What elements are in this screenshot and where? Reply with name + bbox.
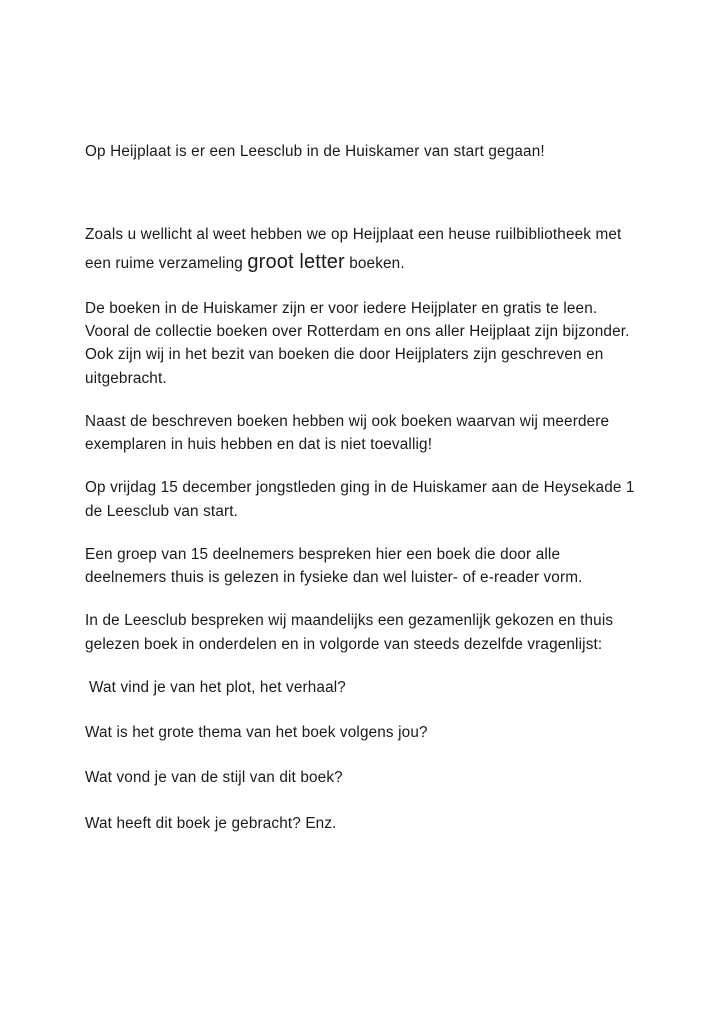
intro-emphasis-groot-letter: groot letter bbox=[247, 250, 345, 273]
paragraph-method: In de Leesclub bespreken wij maandelijks een gezamenlijk gekozen en thuis gelezen boek in onderdelen en in volgorde van steeds dezelfde vragenlijst: bbox=[85, 612, 614, 653]
paragraph-startdate: Op vrijdag 15 december jongstleden ging in de Huiskamer aan de Heysekade 1 de Leesclub van start. bbox=[85, 479, 635, 520]
paragraph-collection: De boeken in de Huiskamer zijn er voor iedere Heijplater en gratis te leen. Vooral de collectie boeken over Rotterdam en ons aller Heijplaat zijn bijzonder. Ook zijn wij in het bezit van boeken die door Heijplaters zijn geschreven en uitgebracht. bbox=[85, 299, 630, 387]
paragraph-intro bbox=[85, 223, 640, 277]
intro-text-part-two: boeken. bbox=[344, 254, 405, 272]
question-plot: Wat vind je van het plot, het verhaal? bbox=[89, 678, 346, 696]
paragraph-headline: Op Heijplaat is er een Leesclub in de Huiskamer van start gegaan! bbox=[85, 143, 545, 160]
question-takeaway: Wat heeft dit boek je gebracht? Enz. bbox=[85, 814, 337, 832]
paragraph-duplicates: Naast de beschreven boeken hebben wij ook boeken waarvan wij meerdere exemplaren in huis hebben en dat is niet toevallig! bbox=[85, 412, 610, 454]
document-body bbox=[85, 140, 640, 835]
paragraph-group: Een groep van 15 deelnemers bespreken hier een boek die door alle deelnemers thuis is gelezen in fysieke dan wel luister- of e-reader vorm. bbox=[85, 545, 583, 587]
intro-text-part-one: Zoals u wellicht al weet hebben we op Heijplaat een heuse ruilbibliotheek met een ruime verzameling bbox=[85, 226, 622, 272]
question-style: Wat vond je van de stijl van dit boek? bbox=[85, 769, 343, 787]
question-theme: Wat is het grote thema van het boek volgens jou? bbox=[85, 724, 428, 742]
